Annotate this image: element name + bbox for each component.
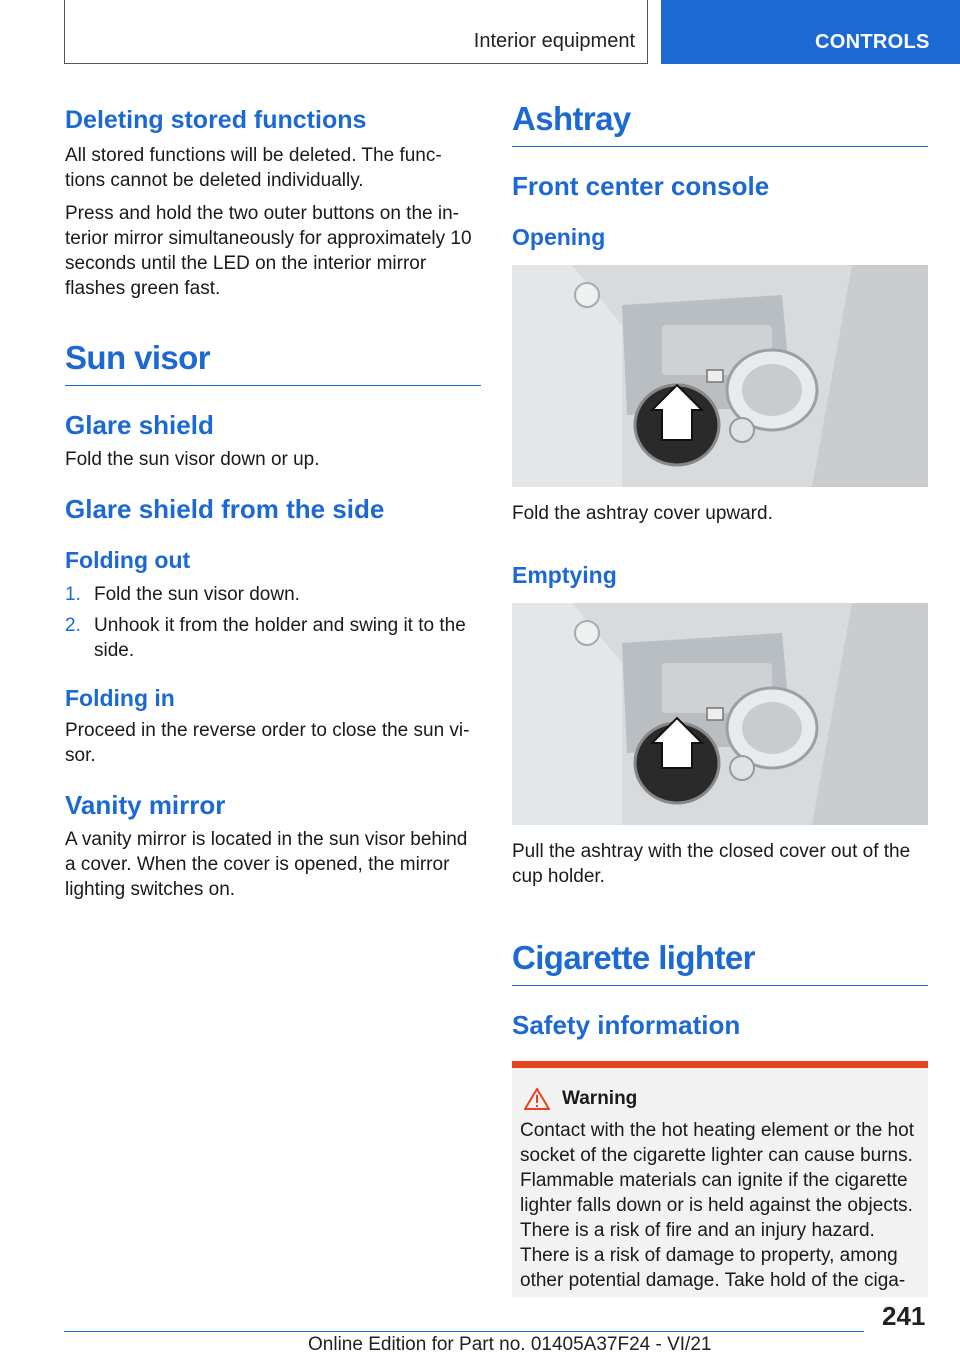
warning-triangle-icon [524, 1088, 550, 1110]
heading-opening: Opening [512, 224, 606, 250]
header-bar [64, 0, 648, 64]
page-number: 241 [882, 1301, 926, 1331]
warning-text: Contact with the hot heating element or the hot socket of the cigarette lighter can cause burns. Flammable materials can ignite if the cigarette lighter falls down or is held against the objects. There is a risk of fire and an injury hazard. There is a risk of damage to property, among other potential damage. Take hold of the ciga- [520, 1120, 914, 1291]
ashtray-emptying-image [512, 603, 928, 825]
step-text: Unhook it from the holder and swing it to the side. [94, 615, 466, 661]
step-number: 2. [65, 615, 81, 636]
folding-in-text: Proceed in the reverse order to close the sun vi-sor. [65, 720, 470, 766]
header-tab-label: CONTROLS [815, 31, 930, 53]
warning-header [524, 1088, 920, 1110]
heading-emptying: Emptying [512, 562, 617, 588]
footer-divider [64, 1331, 864, 1332]
heading-folding-out: Folding out [65, 547, 191, 573]
step-number: 1. [65, 584, 81, 605]
opening-caption: Fold the ashtray cover upward. [512, 503, 773, 524]
console-illustration [512, 603, 928, 825]
heading-sun-visor: Sun visor [65, 339, 481, 386]
header-section-title: Interior equipment [473, 30, 635, 52]
warning-label: Warning [562, 1088, 638, 1109]
ashtray-opening-image [512, 265, 928, 487]
heading-ashtray: Ashtray [512, 100, 928, 147]
heading-vanity-mirror: Vanity mirror [65, 790, 226, 820]
console-illustration [512, 265, 928, 487]
footer-edition: Online Edition for Part no. 01405A37F24 - VI/21 [308, 1334, 712, 1355]
left-column [65, 100, 481, 902]
step-text: Fold the sun visor down. [94, 584, 300, 605]
heading-glare-shield: Glare shield [65, 410, 214, 440]
heading-glare-shield-side: Glare shield from the side [65, 494, 385, 524]
heading-deleting-stored-functions: Deleting stored functions [65, 106, 367, 134]
heading-front-center-console: Front center console [512, 171, 770, 201]
glare-shield-text: Fold the sun visor down or up. [65, 449, 320, 470]
warning-box [512, 1061, 928, 1297]
heading-safety-information: Safety information [512, 1010, 741, 1040]
deleting-paragraph-1: All stored functions will be deleted. The func-tions cannot be deleted individually. [65, 145, 442, 191]
emptying-caption: Pull the ashtray with the closed cover out of the cup holder. [512, 841, 911, 887]
list-item [65, 582, 481, 607]
header-tab-controls[interactable] [661, 0, 960, 64]
deleting-paragraph-2: Press and hold the two outer buttons on the in-terior mirror simultaneously for approximately 10 seconds until the LED on the interior mirror flashes green fast. [65, 203, 472, 299]
vanity-mirror-text: A vanity mirror is located in the sun visor behind a cover. When the cover is opened, the mirror lighting switches on. [65, 829, 468, 900]
heading-cigarette-lighter: Cigarette lighter [512, 939, 928, 986]
folding-out-steps [65, 582, 481, 663]
list-item [65, 613, 481, 663]
heading-folding-in: Folding in [65, 685, 175, 711]
right-column [512, 100, 928, 1297]
